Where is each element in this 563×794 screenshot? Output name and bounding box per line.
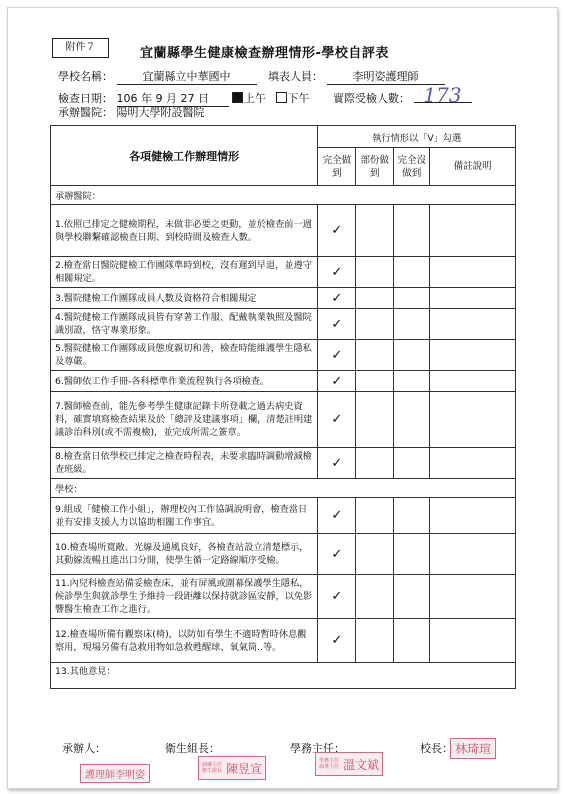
stamp-principal: 林琦瑄 — [450, 738, 496, 759]
hospital-row — [58, 106, 205, 120]
pm-label: 下午 — [287, 92, 310, 105]
item-text: 10.檢查場所寬敞、光線及通風良好，各檢查站設立清楚標示，其動線流暢且進出口分開，使學生循一定路線順序受檢。 — [51, 534, 318, 575]
item-text: 9.組成「健檢工作小組」，辦理校內工作協調說明會，檢查當日並有安排支援人力以協助相關工作事宜。 — [51, 498, 318, 534]
table-row — [51, 392, 516, 448]
table-row — [51, 309, 516, 340]
note-cell[interactable] — [430, 575, 516, 619]
not-done-check[interactable] — [394, 392, 430, 448]
hospital-name: 陽明大學附設醫院 — [116, 106, 205, 119]
table-row — [51, 619, 516, 663]
not-done-check[interactable] — [394, 340, 430, 371]
partial-done-check[interactable] — [356, 392, 394, 448]
item-text: 2.檢查當日醫院健檢工作團隊準時到校，沒有遲到早退，並遵守相關規定。 — [51, 257, 318, 288]
count-field[interactable]: 173 — [414, 88, 472, 103]
col-note — [430, 148, 516, 186]
table-row — [51, 257, 516, 288]
full-done-check[interactable]: ✓ — [318, 371, 356, 392]
note-cell[interactable] — [430, 340, 516, 371]
partial-done-check[interactable] — [356, 498, 394, 534]
stamp-health-small: 訓練主任 衛生組長 — [202, 762, 223, 774]
full-done-check[interactable]: ✓ — [318, 309, 356, 340]
table-row — [51, 205, 516, 257]
full-done-check[interactable]: ✓ — [318, 257, 356, 288]
other-comments-field[interactable]: 13.其他意見： — [51, 663, 516, 689]
am-checkbox[interactable] — [232, 92, 243, 103]
full-done-check[interactable]: ✓ — [318, 392, 356, 448]
note-cell[interactable] — [430, 392, 516, 448]
not-done-check[interactable] — [394, 498, 430, 534]
note-cell[interactable] — [430, 205, 516, 257]
table-body — [51, 186, 516, 689]
col-full-label: 完全做到 — [322, 154, 352, 179]
full-done-check[interactable]: ✓ — [318, 448, 356, 479]
table-row — [51, 534, 516, 575]
evaluation-table — [50, 125, 516, 689]
full-done-check[interactable]: ✓ — [318, 288, 356, 309]
full-done-check[interactable]: ✓ — [318, 340, 356, 371]
stamp-health-name: 陳昱宣 — [226, 761, 263, 776]
item-text: 7.醫師檢查前，能先參考學生健康記錄卡所登載之過去病史資料，確實填寫檢查結果及於「總評及建議事項」欄，清楚註明建議診治科別(或不需複檢)，並完成所需之簽章。 — [51, 392, 318, 448]
partial-done-check[interactable] — [356, 619, 394, 663]
not-done-check[interactable] — [394, 575, 430, 619]
not-done-check[interactable] — [394, 371, 430, 392]
partial-done-check[interactable] — [356, 575, 394, 619]
full-done-check[interactable]: ✓ — [318, 498, 356, 534]
partial-done-check[interactable] — [356, 205, 394, 257]
school-label: 學校名稱： — [58, 70, 113, 83]
item-text: 12.檢查場所備有觀察床(椅)，以防如有學生不適時暫時休息觀察用，現場另備有急救用物如急救甦醒球、氧氣筒..等。 — [51, 619, 318, 663]
partial-done-check[interactable] — [356, 309, 394, 340]
item-text: 3.醫院健檢工作團隊成員人數及資格符合相關規定 — [51, 288, 318, 309]
col-none-label: 完全沒做到 — [397, 154, 426, 179]
item-text: 8.檢查當日依學校已排定之檢查時程表，未要求臨時調動增減檢查班級。 — [51, 448, 318, 479]
note-cell[interactable] — [430, 534, 516, 575]
form-tag: 附件７ — [52, 38, 109, 58]
item-text: 1.依照已排定之健檢期程，未做非必要之更動，並於檢查前一週與學校聯繫確認檢查日期、到校時間及檢查人數。 — [51, 205, 318, 257]
health-signature: 衛生組長： — [165, 742, 220, 755]
table-row — [51, 340, 516, 371]
date-label: 檢查日期： — [58, 92, 113, 105]
table-row — [51, 448, 516, 479]
not-done-check[interactable] — [394, 534, 430, 575]
item-text: 11.內兒科檢查站備妥檢查床，並有屏風或圍幕保護學生隱私，候診學生與就診學生予維持一段距離以保持就診區安靜，以免影響醫生檢查工作之進行。 — [51, 575, 318, 619]
table-row — [51, 288, 516, 309]
pm-checkbox[interactable] — [276, 92, 287, 103]
col-partial-done — [356, 148, 394, 186]
full-done-check[interactable]: ✓ — [318, 205, 356, 257]
head-main: 各項健檢工作辦理情形 — [51, 126, 318, 186]
stamp-affairs-name: 溫文斌 — [343, 757, 380, 772]
partial-done-check[interactable] — [356, 340, 394, 371]
affairs-signature: 學務主任： — [290, 742, 345, 755]
note-cell[interactable] — [430, 309, 516, 340]
note-cell[interactable] — [430, 498, 516, 534]
col-not-done — [394, 148, 430, 186]
filler-label: 填表人員： — [268, 70, 323, 83]
stamp-health — [198, 756, 266, 780]
note-cell[interactable] — [430, 257, 516, 288]
section-header: 學校： — [51, 479, 516, 498]
partial-done-check[interactable] — [356, 257, 394, 288]
partial-done-check[interactable] — [356, 288, 394, 309]
col-part-label: 部份做到 — [360, 154, 390, 179]
full-done-check[interactable]: ✓ — [318, 575, 356, 619]
not-done-check[interactable] — [394, 619, 430, 663]
count-label: 實際受檢人數： — [333, 92, 410, 105]
col-note-label: 備註說明 — [453, 161, 492, 172]
full-done-check[interactable]: ✓ — [318, 534, 356, 575]
partial-done-check[interactable] — [356, 534, 394, 575]
note-cell[interactable] — [430, 619, 516, 663]
table-row — [51, 498, 516, 534]
am-label: 上午 — [244, 92, 266, 105]
not-done-check[interactable] — [394, 448, 430, 479]
partial-done-check[interactable] — [356, 448, 394, 479]
filler-name-field[interactable]: 李明姿護理師 — [327, 70, 445, 85]
not-done-check[interactable] — [394, 257, 430, 288]
head-exec: 執行情形以「V」勾選 — [318, 126, 516, 148]
date-field[interactable]: 106 年 9 月 27 日 — [117, 92, 229, 107]
principal-signature: 校長： — [420, 742, 453, 755]
school-row — [58, 70, 445, 85]
note-cell[interactable] — [430, 448, 516, 479]
table-row — [51, 371, 516, 392]
note-cell[interactable] — [430, 288, 516, 309]
note-cell[interactable] — [430, 371, 516, 392]
item-text: 6.醫師依工作手冊-各科標準作業流程執行各項檢查。 — [51, 371, 318, 392]
stamp-affairs — [315, 752, 383, 776]
col-full-done — [318, 148, 356, 186]
contact-signature: 承辦人： — [62, 742, 106, 755]
date-row — [58, 83, 472, 107]
full-done-check[interactable]: ✓ — [318, 619, 356, 663]
stamp-contact: 護理師李明姿 — [80, 764, 150, 783]
form-title: 宜蘭縣學生健康檢查辦理情形-學校自評表 — [140, 46, 389, 61]
partial-done-check[interactable] — [356, 371, 394, 392]
stamp-affairs-small: 學務主任 訓導主任 — [319, 758, 340, 770]
hospital-label: 承辦醫院： — [58, 106, 113, 119]
item-text: 5.醫院健檢工作團隊成員態度親切和善，檢查時能維護學生隱私及尊嚴。 — [51, 340, 318, 371]
item-text: 4.醫院健檢工作團隊成員皆有穿著工作服、配戴執業執照及醫院識別證，恪守專業形象。 — [51, 309, 318, 340]
not-done-check[interactable] — [394, 205, 430, 257]
not-done-check[interactable] — [394, 288, 430, 309]
section-header: 承辦醫院： — [51, 186, 516, 205]
school-name-field[interactable]: 宜蘭縣立中華國中 — [117, 70, 257, 85]
table-row — [51, 575, 516, 619]
not-done-check[interactable] — [394, 309, 430, 340]
